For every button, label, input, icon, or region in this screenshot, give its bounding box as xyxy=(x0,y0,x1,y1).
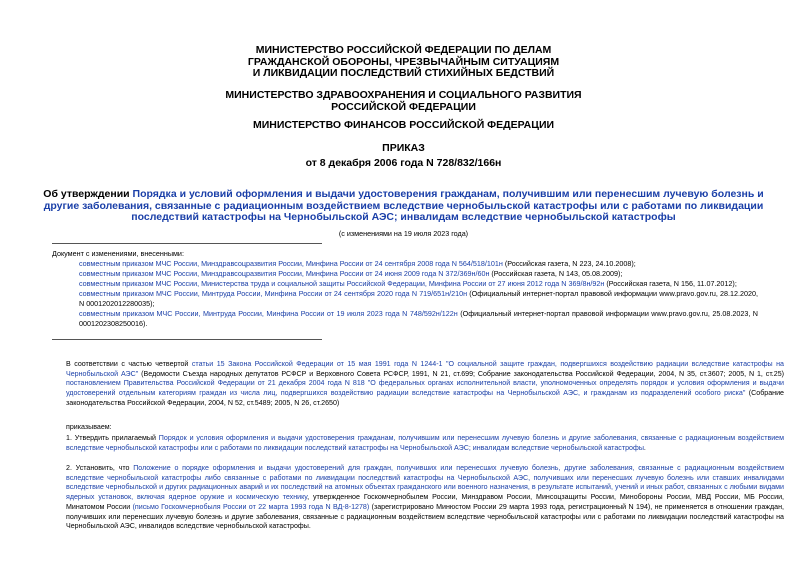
text-run: . xyxy=(643,443,646,452)
text-run: (Ведомости Съезда народных депутатов РСФСР и Верховного Совета РСФСР, 1991, N 21, ст.699; Собрание законодательства Российской Федерации, 2004, N 35, ст.3607; 2005, N 1, ст.25) xyxy=(138,369,784,378)
heading-line: И ЛИКВИДАЦИИ ПОСЛЕДСТВИЙ СТИХИЙНЫХ БЕДСТВИЙ xyxy=(252,67,555,79)
text-run: , утвержденное Госкомчернобылем России, Минздравом России, Минсоцзащиты России, Минобороны России, МВД России, МБ России, Минатомом России xyxy=(66,493,785,511)
preamble-paragraph xyxy=(52,360,784,409)
item-2-paragraph xyxy=(52,464,784,532)
heading-line: МИНИСТЕРСТВО РОССИЙСКОЙ ФЕДЕРАЦИИ ПО ДЕЛАМ xyxy=(255,44,552,56)
text-run: 2. Установить, что xyxy=(66,464,134,472)
change-item xyxy=(52,279,758,289)
procedure-link[interactable]: Порядок и условия оформления и выдачи удостоверения гражданам, получившим или перенесшим лучевую болезнь и другие заболевания, связанные с радиационным воздействием вследствие чернобыльской катастрофы или с работами по ликвидации последствий катастрофы на Чернобыльской АЭС; инвалидам вследствие чернобыльской катастрофы xyxy=(66,434,784,452)
changes-intro: Документ с изменениями, внесенными: xyxy=(52,249,184,258)
ministry-health-heading xyxy=(150,90,657,113)
changes-list xyxy=(52,249,758,329)
document-date-number: от 8 декабря 2006 года N 728/832/166н xyxy=(305,157,502,169)
change-source: (Официальный интернет-портал правовой информации www.pravo.gov.ru, 28.12.2020, N 0001202012280035); xyxy=(79,289,758,308)
change-source: (Российская газета, N 156, 11.07.2012); xyxy=(604,279,737,288)
change-link[interactable]: совместным приказом МЧС России, Минздравсоцразвития России, Минфина России от 24 сентября 2008 года N 564/518/101н xyxy=(79,259,503,268)
revision-note: (с изменениями на 19 июля 2023 года) xyxy=(338,229,469,238)
heading-line: ГРАЖДАНСКОЙ ОБОРОНЫ, ЧРЕЗВЫЧАЙНЫМ СИТУАЦИЯМ xyxy=(247,55,560,68)
change-link[interactable]: совместным приказом МЧС России, Минздравсоцразвития России, Минфина России от 24 июня 2009 года N 372/369н/60н xyxy=(79,269,490,278)
change-item xyxy=(52,259,758,269)
change-item xyxy=(52,289,758,309)
change-link[interactable]: совместным приказом МЧС России, Министерства труда и социальной защиты Российской Федерации, Минфина России от 27 июня 2012 года N 369/8н/92н xyxy=(79,279,605,288)
divider-top xyxy=(52,243,322,244)
text-run: (Собрание законодательства Российской Федерации, 2004, N 52, ст.5489; 2005, N 26, ст.2650) xyxy=(66,389,784,407)
change-link[interactable]: совместным приказом МЧС России, Минтруда России, Минфина России от 19 июля 2023 года N 748/592н/122н xyxy=(79,309,458,318)
document-type: ПРИКАЗ xyxy=(382,142,425,154)
text-run: (зарегистрировано Минюстом России 29 марта 1993 года, регистрационный N 194), не применяется в отношении граждан, получивших или перенесших лучевую болезнь и другие заболевания, связанные с радиационным воздействием вследствие чернобыльской катастрофы или с работами по ликвидации последствий катастрофы на Чернобыльской АЭС, инвалидов вследствие чернобыльской катастрофы. xyxy=(66,502,784,531)
change-item xyxy=(52,309,758,329)
change-source: (Официальный интернет-портал правовой информации www.pravo.gov.ru, 25.08.2023, N 0001202308250016). xyxy=(79,309,758,328)
item-1-paragraph xyxy=(52,434,784,453)
resolution-link[interactable]: постановлением Правительства Российской Федерации от 21 декабря 2004 года N 818 "О федеральных органах исполнительной власти, уполномоченных определять порядок и условия оформления и выдачи удостоверений отдельным категориям граждан из числа лиц, подвергшихся воздействию радиации вследствие катастрофы на Чернобыльской АЭС, и гражданам из подразделений особого риска" xyxy=(66,379,784,398)
title-link[interactable]: Порядка и условий оформления и выдачи удостоверения гражданам, получившим или перенесшим лучевую болезнь и другие заболевания, связанные с радиационным воздействием вследствие чернобыльской катастрофы или с работами по ликвидации последствий катастрофы на Чернобыльской АЭС; инвалидам вследствие чернобыльской катастрофы xyxy=(43,188,764,224)
change-link[interactable]: совместным приказом МЧС России, Минтруда России, Минфина России от 24 сентября 2020 года N 719/651н/210н xyxy=(79,289,468,298)
text-run: 1. Утвердить прилагаемый xyxy=(66,434,159,442)
ministry-emercom-heading xyxy=(150,45,657,80)
heading-line: РОССИЙСКОЙ ФЕДЕРАЦИИ xyxy=(331,100,476,113)
title-prefix: Об утверждении xyxy=(43,188,133,200)
divider-bottom xyxy=(52,339,322,340)
change-source: (Российская газета, N 223, 24.10.2008); xyxy=(502,259,636,268)
letter-link[interactable]: (письмо Госкомчернобыля России от 22 марта 1993 года N ВД-8-1278) xyxy=(132,502,370,511)
heading-line: МИНИСТЕРСТВО ЗДРАВООХРАНЕНИЯ И СОЦИАЛЬНОГО РАЗВИТИЯ xyxy=(225,89,582,101)
regulation-link[interactable]: Положение о порядке оформления и выдачи удостоверений для граждан, получивших или перенесших лучевую болезнь, другие заболевания, связанные с радиационным воздействием вследствие чернобыльской катастрофы либо связанные с работами по ликвидации последствий катастрофы на Чернобыльской АЭС, получивших или перенесших лучевую болезнь или ставших инвалидами вследствие чернобыльской и других радиационных аварий и их последствий на атомных объектах гражданского или военного назначения, в результате испытаний, учений и иных работ, связанных с любыми видами ядерных установок, включая ядерное оружие и космическую технику xyxy=(66,464,784,502)
law-link[interactable]: статьи 15 Закона Российской Федерации от 15 мая 1991 года N 1244-1 "О социальной защите граждан, подвергшихся воздействию радиации вследствие катастрофы на Чернобыльской АЭС" xyxy=(66,360,784,378)
document-title xyxy=(40,189,767,224)
change-source: (Российская газета, N 143, 05.08.2009); xyxy=(489,269,623,278)
order-word: приказываем: xyxy=(66,423,112,431)
change-item xyxy=(52,269,758,279)
text-run: В соответствии с частью четвертой xyxy=(66,360,192,368)
ministry-finance-heading: МИНИСТЕРСТВО ФИНАНСОВ РОССИЙСКОЙ ФЕДЕРАЦИИ xyxy=(252,119,555,131)
